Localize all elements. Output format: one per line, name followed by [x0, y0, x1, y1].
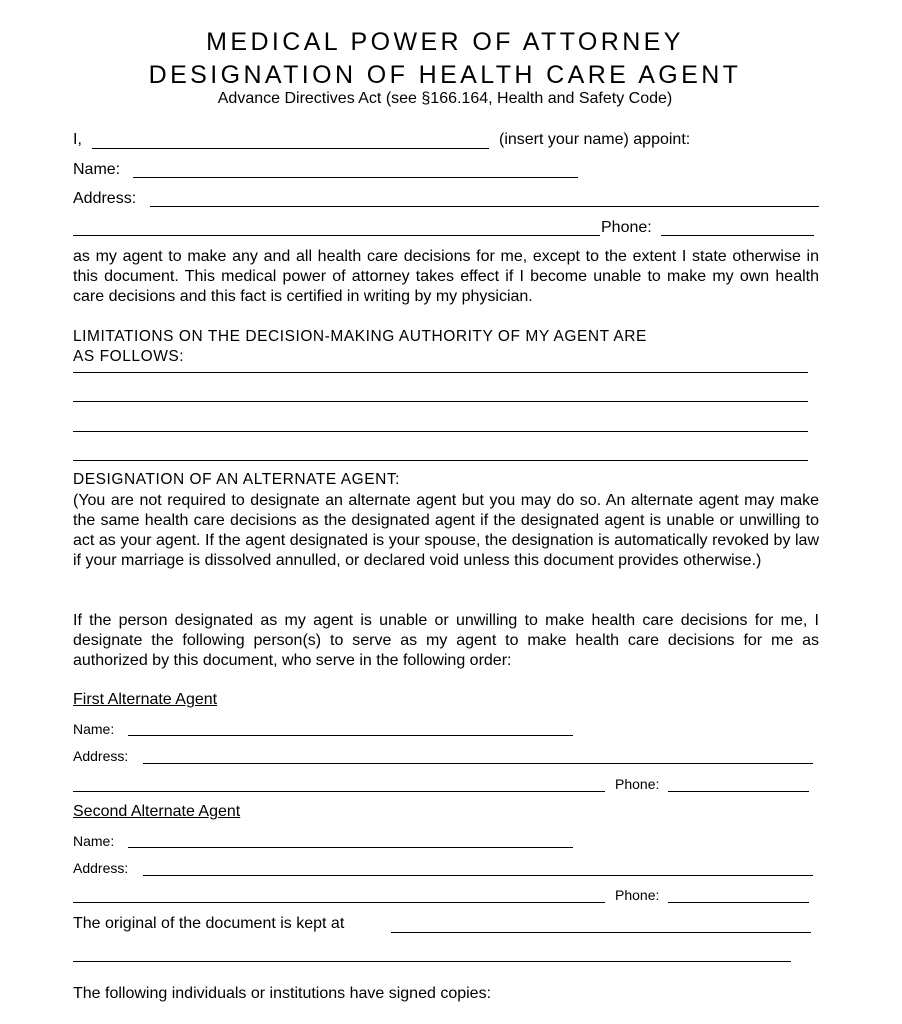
original-kept-label: The original of the document is kept at — [73, 915, 345, 932]
second-alternate-address-field[interactable] — [143, 875, 813, 876]
document-subtitle: Advance Directives Act (see §166.164, Health and Safety Code) — [217, 90, 673, 107]
agent-phone-label: Phone: — [601, 219, 652, 236]
first-alternate-phone-label: Phone: — [615, 776, 660, 792]
principal-prefix: I, — [73, 131, 82, 148]
agent-name-field[interactable] — [133, 177, 578, 178]
limitations-field-line-3[interactable] — [73, 431, 808, 432]
first-alternate-address-field[interactable] — [143, 763, 813, 764]
agent-address-field-line-2[interactable] — [73, 235, 600, 236]
limitations-heading-line-1: LIMITATIONS ON THE DECISION-MAKING AUTHORITY OF MY AGENT ARE — [73, 328, 647, 345]
principal-suffix: (insert your name) appoint: — [499, 131, 691, 148]
alternate-designation-heading: DESIGNATION OF AN ALTERNATE AGENT: — [73, 471, 401, 488]
agent-address-field[interactable] — [150, 206, 819, 207]
limitations-field-line-2[interactable] — [73, 401, 808, 402]
second-alternate-address-label: Address: — [73, 860, 129, 876]
agent-address-label: Address: — [73, 190, 137, 207]
limitations-field-line-1[interactable] — [73, 372, 808, 373]
second-alternate-heading: Second Alternate Agent — [73, 803, 241, 820]
principal-name-field[interactable] — [92, 148, 489, 149]
second-alternate-phone-field[interactable] — [668, 902, 809, 903]
first-alternate-phone-field[interactable] — [668, 791, 809, 792]
document-title-line-1: MEDICAL POWER OF ATTORNEY — [206, 28, 684, 56]
limitations-field-line-4[interactable] — [73, 460, 808, 461]
alternate-designation-note: (You are not required to designate an alternate agent but you may do so. An alternate agent may make the same health care decisions as the designated agent if the designated agent is unable or unwilling to act as your agent. If the agent designated is your spouse, the designation is automatically revoked by law if your marriage is dissolved annulled, or declared void unless this document provides otherwise.) — [73, 492, 819, 569]
limitations-heading-line-2: AS FOLLOWS: — [73, 348, 185, 365]
second-alternate-phone-label: Phone: — [615, 887, 660, 903]
original-kept-field-line-2[interactable] — [73, 961, 791, 962]
second-alternate-name-field[interactable] — [128, 847, 573, 848]
second-alternate-name-label: Name: — [73, 833, 115, 849]
first-alternate-address-label: Address: — [73, 748, 129, 764]
agent-phone-field[interactable] — [661, 235, 814, 236]
document-title-line-2: DESIGNATION OF HEALTH CARE AGENT — [148, 61, 742, 89]
first-alternate-name-label: Name: — [73, 721, 115, 737]
agent-name-label: Name: — [73, 161, 121, 178]
agent-authority-paragraph: as my agent to make any and all health care decisions for me, except to the extent I state otherwise in this document. This medical power of attorney takes effect if I become unable to make my own health care decisions and this fact is certified in writing by my physician. — [73, 248, 819, 305]
first-alternate-name-field[interactable] — [128, 735, 573, 736]
alternate-designation-paragraph: If the person designated as my agent is unable or unwilling to make health care decisions for me, I designate the following person(s) to serve as my agent to make health care decisions for me as authorized by this document, who serve in the following order: — [73, 612, 819, 669]
original-kept-field[interactable] — [391, 932, 811, 933]
first-alternate-heading: First Alternate Agent — [73, 691, 218, 708]
second-alternate-address-field-line-2[interactable] — [73, 902, 605, 903]
first-alternate-address-field-line-2[interactable] — [73, 791, 605, 792]
signed-copies-label: The following individuals or institutions have signed copies: — [73, 985, 492, 1002]
